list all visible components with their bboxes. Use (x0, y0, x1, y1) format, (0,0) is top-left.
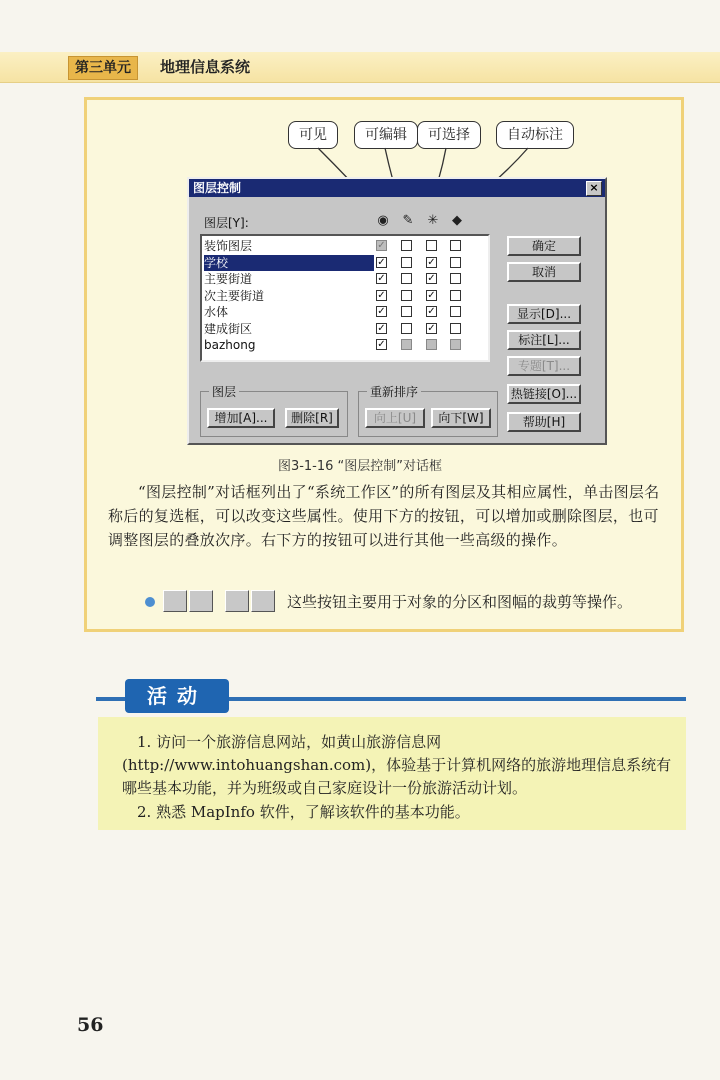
add-layer-button[interactable]: 增加[A]... (207, 408, 275, 428)
figure-caption: 图3-1-16 “图层控制”对话框 (277, 459, 443, 474)
display-button[interactable]: 显示[D]... (507, 304, 581, 324)
autolabel-checkbox[interactable] (450, 273, 461, 284)
reorder-group-label: 重新排序 (367, 383, 421, 400)
layers-group (200, 385, 348, 437)
layer-row[interactable] (202, 255, 488, 271)
layer-row[interactable] (202, 304, 488, 320)
visible-checkbox[interactable]: ✓ (377, 289, 386, 301)
editable-checkbox[interactable] (401, 257, 412, 268)
activity-heading: 活动 (125, 679, 229, 713)
selectable-checkbox[interactable]: ✓ (427, 256, 436, 268)
layer-name[interactable]: bazhong (204, 338, 256, 352)
selectable-checkbox[interactable]: ✓ (427, 322, 436, 334)
autolabel-checkbox[interactable] (450, 257, 461, 268)
editable-checkbox[interactable] (401, 306, 412, 317)
tools-note: 这些按钮主要用于对象的分区和图幅的裁剪等操作。 (287, 593, 633, 611)
editable-checkbox[interactable] (401, 290, 412, 301)
callout-editable: 可编辑 (354, 121, 418, 149)
arrow-icon: ✳ (427, 213, 439, 228)
editable-checkbox[interactable] (401, 240, 412, 251)
selectable-checkbox[interactable]: ✓ (427, 273, 436, 284)
tag-icon: ◆ (452, 213, 462, 228)
dialog-title: 图层控制 (189, 179, 605, 197)
visible-checkbox[interactable]: ✓ (377, 240, 386, 251)
pencil-icon: ✎ (402, 213, 414, 228)
layers-label: 图层[Y]: (204, 216, 249, 230)
editable-checkbox[interactable] (401, 323, 412, 334)
callout-autolabel: 自动标注 (496, 121, 574, 149)
callout-selectable: 可选择 (417, 121, 481, 149)
close-button[interactable]: × (586, 181, 602, 196)
layer-row[interactable] (202, 238, 488, 254)
autolabel-checkbox[interactable] (450, 240, 461, 251)
ok-button[interactable]: 确定 (507, 236, 581, 256)
clip-region-icon (225, 590, 249, 612)
visible-checkbox[interactable]: ✓ (377, 306, 386, 317)
selectable-checkbox[interactable] (426, 240, 437, 251)
bullet-dot (145, 597, 155, 607)
selectable-checkbox[interactable] (426, 339, 437, 350)
layer-list[interactable] (200, 234, 490, 362)
hotlink-button[interactable]: 热链接[O]... (507, 384, 581, 404)
visible-checkbox[interactable]: ✓ (377, 273, 386, 284)
editable-checkbox[interactable] (401, 273, 412, 284)
split-object-icon (163, 590, 187, 612)
autolabel-checkbox[interactable] (450, 339, 461, 350)
eye-icon: ◉ (377, 213, 389, 228)
layer-row[interactable] (202, 271, 488, 287)
label-button[interactable]: 标注[L]... (507, 330, 581, 350)
layer-name[interactable]: 装饰图层 (204, 239, 253, 253)
remove-layer-button[interactable]: 删除[R] (285, 408, 339, 428)
autolabel-checkbox[interactable] (450, 323, 461, 334)
layer-control-dialog (187, 177, 607, 445)
visible-checkbox[interactable]: ✓ (377, 256, 386, 268)
layer-name[interactable]: 次主要街道 (204, 288, 265, 303)
layers-group-label: 图层 (209, 383, 239, 400)
page-number: 56 (77, 1014, 104, 1036)
activity-item-2: 2. 熟悉 MapInfo 软件，了解该软件的基本功能。 (137, 803, 470, 821)
combine-object-icon (189, 590, 213, 612)
visible-checkbox[interactable]: ✓ (377, 339, 386, 350)
body-paragraph: “图层控制”对话框列出了“系统工作区”的所有图层及其相应属性，单击图层名称后的复选框，可以改变这些属性。使用下方的按钮，可以增加或删除图层，也可调整图层的叠放次序。右下方的按钮可以进行其他一些高级的操作。 (108, 483, 660, 549)
move-down-button[interactable]: 向下[W] (431, 408, 491, 428)
layer-row[interactable] (202, 288, 488, 304)
reorder-group (358, 385, 498, 437)
editable-checkbox[interactable] (401, 339, 412, 350)
layer-name[interactable]: 水体 (204, 305, 229, 319)
erase-outside-icon (251, 590, 275, 612)
callout-visible: 可见 (288, 121, 338, 149)
cancel-button[interactable]: 取消 (507, 262, 581, 282)
layer-name[interactable]: 学校 (204, 255, 374, 271)
autolabel-checkbox[interactable] (450, 290, 461, 301)
unit-title: 地理信息系统 (160, 58, 251, 76)
selectable-checkbox[interactable]: ✓ (427, 289, 436, 301)
activity-item-1: 1. 访问一个旅游信息网站，如黄山旅游信息网(http://www.intohuangshan.com)，体验基于计算机网络的旅游地理信息系统有哪些基本功能，并为班级或自己家庭设计一份旅游活动计划。 (122, 733, 672, 797)
thematic-button[interactable]: 专题[T]... (507, 356, 581, 376)
layer-row[interactable] (202, 321, 488, 337)
selectable-checkbox[interactable]: ✓ (427, 306, 436, 317)
layer-row[interactable] (202, 337, 488, 353)
visible-checkbox[interactable]: ✓ (377, 322, 386, 334)
help-button[interactable]: 帮助[H] (507, 412, 581, 432)
activity-box (98, 717, 686, 830)
layer-name[interactable]: 主要街道 (204, 272, 253, 286)
autolabel-checkbox[interactable] (450, 306, 461, 317)
unit-tag: 第三单元 (68, 56, 138, 80)
layer-name[interactable]: 建成街区 (204, 321, 253, 336)
move-up-button[interactable]: 向上[U] (365, 408, 425, 428)
